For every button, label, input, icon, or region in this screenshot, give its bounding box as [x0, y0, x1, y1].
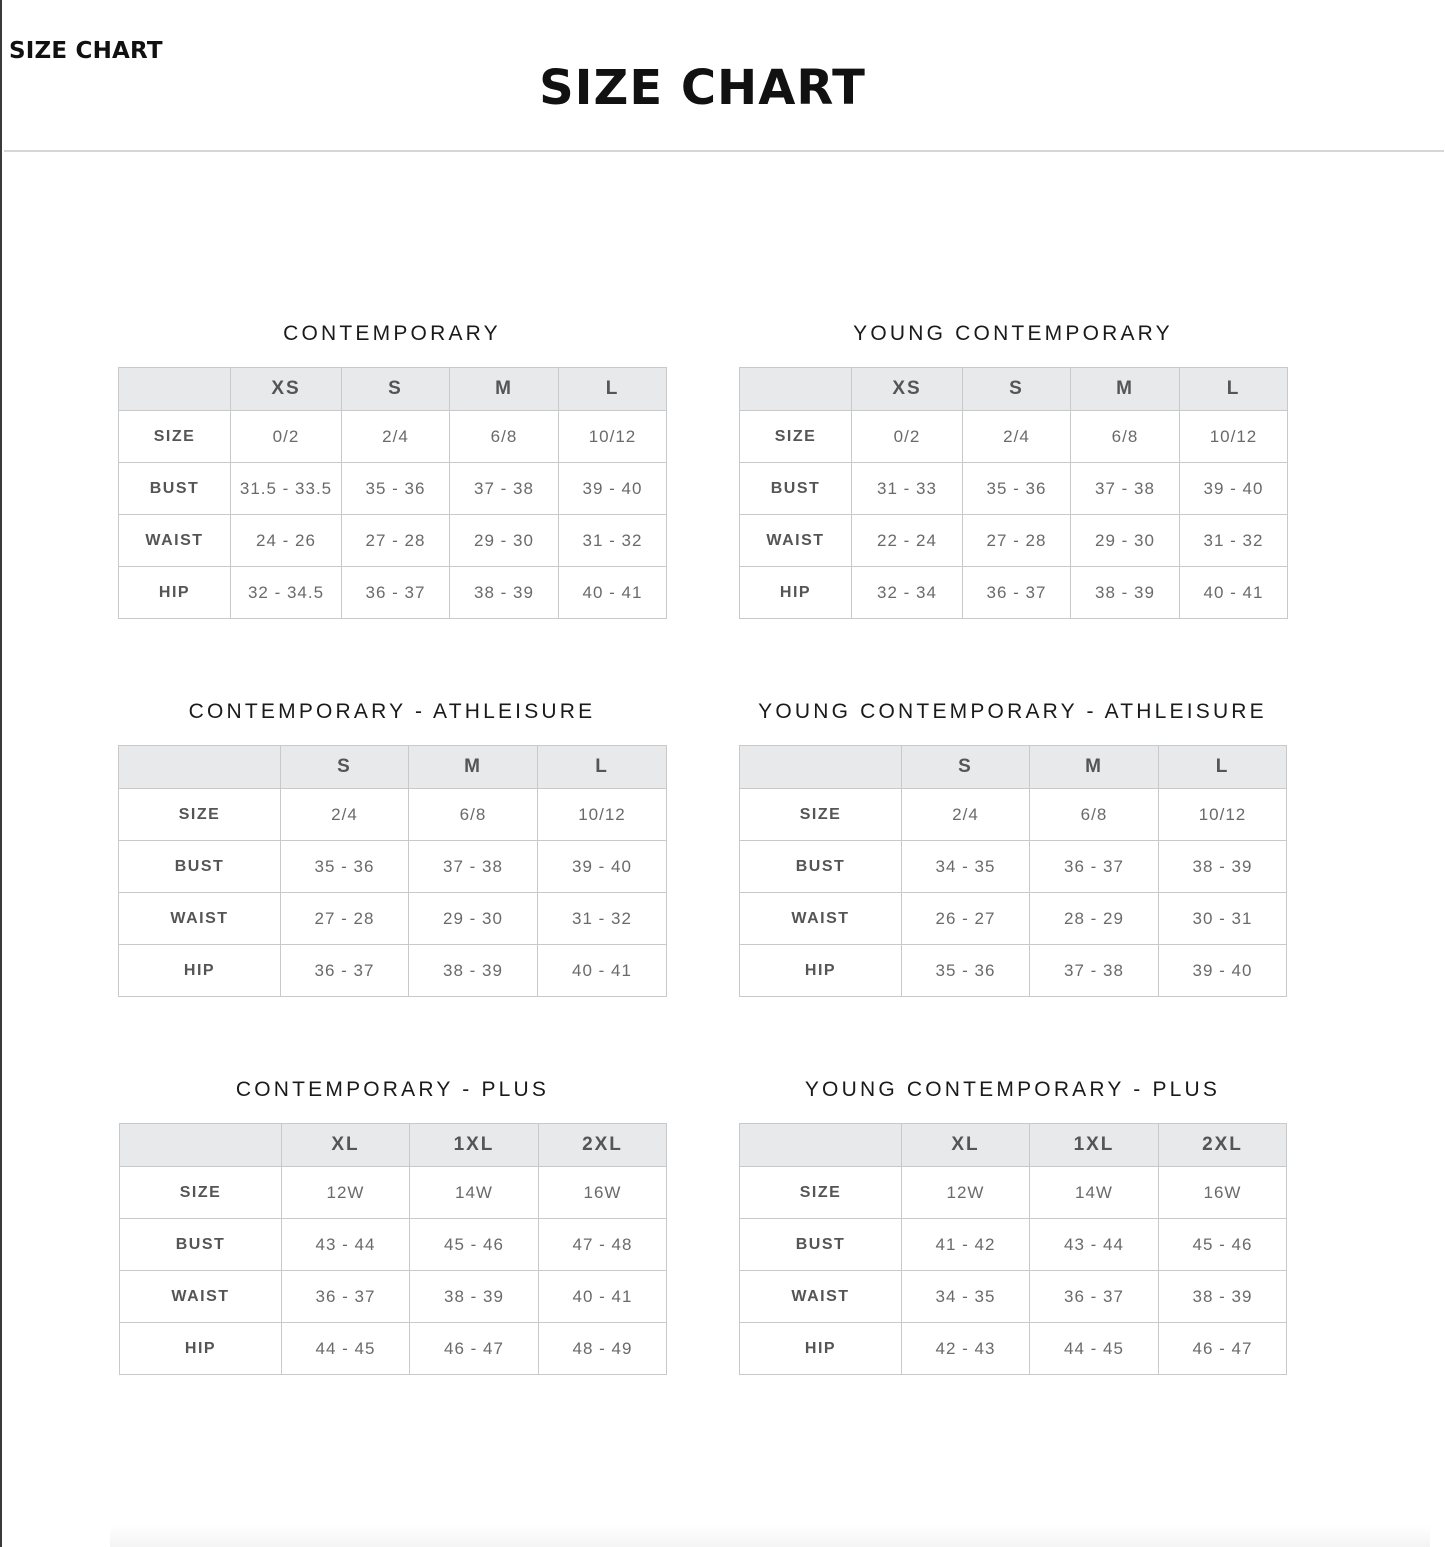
table-header-row — [120, 1124, 667, 1167]
table-cell: 35 - 36 — [902, 945, 1030, 997]
table-cell: 10/12 — [538, 789, 667, 841]
table-cell: 6/8 — [409, 789, 538, 841]
table-cell: 40 - 41 — [559, 567, 667, 619]
table-cell: 27 - 28 — [281, 893, 409, 945]
table-cell: 46 - 47 — [1159, 1323, 1287, 1375]
table-row-waist — [740, 893, 1287, 945]
row-label: BUST — [740, 463, 852, 515]
table-header-row — [740, 1124, 1287, 1167]
row-label: SIZE — [120, 1167, 282, 1219]
table-cell: 36 - 37 — [281, 945, 409, 997]
table-row-size — [740, 411, 1288, 463]
table-row-waist — [740, 515, 1288, 567]
header-divider — [4, 150, 1444, 152]
table-cell: 38 - 39 — [1071, 567, 1180, 619]
table-cell: 31 - 32 — [559, 515, 667, 567]
table-cell: 36 - 37 — [963, 567, 1071, 619]
table-cell: 2/4 — [281, 789, 409, 841]
table-cell: 6/8 — [1071, 411, 1180, 463]
column-header-xs: XS — [852, 368, 963, 411]
table-cell: 12W — [282, 1167, 410, 1219]
table-row-bust — [740, 463, 1288, 515]
table-header-row — [740, 368, 1288, 411]
row-label: WAIST — [740, 1271, 902, 1323]
table-cell: 22 - 24 — [852, 515, 963, 567]
table-cell: 29 - 30 — [450, 515, 559, 567]
column-header-m: M — [450, 368, 559, 411]
size-table — [739, 367, 1288, 619]
table-cell: 43 - 44 — [1030, 1219, 1159, 1271]
left-border — [0, 0, 2, 1547]
table-cell: 42 - 43 — [902, 1323, 1030, 1375]
page-title: SIZE CHART — [539, 60, 866, 116]
column-header-l: L — [1159, 746, 1287, 789]
table-cell: 2/4 — [902, 789, 1030, 841]
table-cell: 44 - 45 — [1030, 1323, 1159, 1375]
row-label: WAIST — [740, 893, 902, 945]
table-row-size — [740, 789, 1287, 841]
table-cell: 27 - 28 — [342, 515, 450, 567]
row-label: SIZE — [740, 411, 852, 463]
table-cell: 32 - 34 — [852, 567, 963, 619]
table-cell: 38 - 39 — [1159, 1271, 1287, 1323]
table-row-hip — [119, 945, 667, 997]
table-cell: 29 - 30 — [1071, 515, 1180, 567]
table-row-hip — [740, 1323, 1287, 1375]
column-header-xl: XL — [902, 1124, 1030, 1167]
row-label: HIP — [119, 945, 281, 997]
column-header-xs: XS — [231, 368, 342, 411]
table-cell: 31 - 32 — [1180, 515, 1288, 567]
table-cell: 38 - 39 — [410, 1271, 539, 1323]
column-header-l: L — [559, 368, 667, 411]
table-row-hip — [120, 1323, 667, 1375]
header-corner-cell — [740, 368, 852, 411]
table-cell: 2/4 — [963, 411, 1071, 463]
row-label: BUST — [740, 841, 902, 893]
table-row-size — [119, 411, 667, 463]
table-cell: 0/2 — [852, 411, 963, 463]
table-cell: 31 - 33 — [852, 463, 963, 515]
table-cell: 39 - 40 — [538, 841, 667, 893]
table-cell: 45 - 46 — [410, 1219, 539, 1271]
table-cell: 41 - 42 — [902, 1219, 1030, 1271]
row-label: HIP — [740, 1323, 902, 1375]
table-row-bust — [740, 841, 1287, 893]
table-cell: 40 - 41 — [539, 1271, 667, 1323]
table-cell: 44 - 45 — [282, 1323, 410, 1375]
table-cell: 36 - 37 — [282, 1271, 410, 1323]
column-header-2xl: 2XL — [539, 1124, 667, 1167]
table-cell: 46 - 47 — [410, 1323, 539, 1375]
table-cell: 40 - 41 — [538, 945, 667, 997]
table-cell: 37 - 38 — [450, 463, 559, 515]
table-cell: 14W — [1030, 1167, 1159, 1219]
table-cell: 37 - 38 — [1071, 463, 1180, 515]
table-cell: 26 - 27 — [902, 893, 1030, 945]
table-cell: 47 - 48 — [539, 1219, 667, 1271]
table-cell: 14W — [410, 1167, 539, 1219]
table-row-waist — [119, 893, 667, 945]
table-row-bust — [119, 463, 667, 515]
row-label: SIZE — [119, 789, 281, 841]
column-header-s: S — [281, 746, 409, 789]
table-cell: 29 - 30 — [409, 893, 538, 945]
table-cell: 38 - 39 — [450, 567, 559, 619]
table-cell: 36 - 37 — [1030, 1271, 1159, 1323]
size-table — [118, 745, 667, 997]
bottom-shadow — [110, 1525, 1430, 1547]
table-cell: 38 - 39 — [1159, 841, 1287, 893]
table-row-hip — [740, 945, 1287, 997]
column-header-m: M — [409, 746, 538, 789]
column-header-xl: XL — [282, 1124, 410, 1167]
column-header-m: M — [1071, 368, 1180, 411]
table-cell: 31 - 32 — [538, 893, 667, 945]
table-cell: 39 - 40 — [559, 463, 667, 515]
table-cell: 37 - 38 — [409, 841, 538, 893]
table-cell: 28 - 29 — [1030, 893, 1159, 945]
table-row-bust — [120, 1219, 667, 1271]
table-row-bust — [119, 841, 667, 893]
chart-title: YOUNG CONTEMPORARY - PLUS — [804, 1078, 1221, 1101]
table-cell: 34 - 35 — [902, 841, 1030, 893]
table-row-bust — [740, 1219, 1287, 1271]
table-header-row — [740, 746, 1287, 789]
table-cell: 10/12 — [559, 411, 667, 463]
table-cell: 39 - 40 — [1159, 945, 1287, 997]
table-row-hip — [119, 567, 667, 619]
table-cell: 34 - 35 — [902, 1271, 1030, 1323]
row-label: HIP — [740, 567, 852, 619]
table-cell: 6/8 — [450, 411, 559, 463]
column-header-l: L — [538, 746, 667, 789]
size-table — [118, 367, 667, 619]
table-cell: 39 - 40 — [1180, 463, 1288, 515]
table-cell: 10/12 — [1180, 411, 1288, 463]
table-cell: 16W — [1159, 1167, 1287, 1219]
table-cell: 35 - 36 — [281, 841, 409, 893]
table-cell: 48 - 49 — [539, 1323, 667, 1375]
column-header-2xl: 2XL — [1159, 1124, 1287, 1167]
table-cell: 37 - 38 — [1030, 945, 1159, 997]
row-label: SIZE — [119, 411, 231, 463]
table-cell: 31.5 - 33.5 — [231, 463, 342, 515]
header-corner-cell — [120, 1124, 282, 1167]
table-row-waist — [740, 1271, 1287, 1323]
column-header-1xl: 1XL — [1030, 1124, 1159, 1167]
row-label: WAIST — [120, 1271, 282, 1323]
table-cell: 38 - 39 — [409, 945, 538, 997]
row-label: WAIST — [119, 893, 281, 945]
header-corner-cell — [740, 746, 902, 789]
table-row-size — [120, 1167, 667, 1219]
column-header-s: S — [902, 746, 1030, 789]
size-table — [739, 1123, 1287, 1375]
chart-title: CONTEMPORARY — [283, 322, 501, 345]
table-row-waist — [120, 1271, 667, 1323]
table-cell: 36 - 37 — [342, 567, 450, 619]
table-cell: 12W — [902, 1167, 1030, 1219]
row-label: HIP — [119, 567, 231, 619]
row-label: HIP — [740, 945, 902, 997]
row-label: WAIST — [740, 515, 852, 567]
header-corner-cell — [119, 368, 231, 411]
table-header-row — [119, 368, 667, 411]
column-header-s: S — [963, 368, 1071, 411]
row-label: SIZE — [740, 1167, 902, 1219]
row-label: BUST — [119, 463, 231, 515]
table-cell: 45 - 46 — [1159, 1219, 1287, 1271]
column-header-l: L — [1180, 368, 1288, 411]
corner-title: SIZE CHART — [9, 38, 163, 64]
table-cell: 10/12 — [1159, 789, 1287, 841]
column-header-m: M — [1030, 746, 1159, 789]
row-label: BUST — [740, 1219, 902, 1271]
table-cell: 43 - 44 — [282, 1219, 410, 1271]
header-corner-cell — [119, 746, 281, 789]
row-label: WAIST — [119, 515, 231, 567]
table-cell: 35 - 36 — [342, 463, 450, 515]
table-row-size — [740, 1167, 1287, 1219]
table-cell: 6/8 — [1030, 789, 1159, 841]
table-row-waist — [119, 515, 667, 567]
table-cell: 35 - 36 — [963, 463, 1071, 515]
table-row-hip — [740, 567, 1288, 619]
table-cell: 40 - 41 — [1180, 567, 1288, 619]
row-label: BUST — [120, 1219, 282, 1271]
table-cell: 36 - 37 — [1030, 841, 1159, 893]
row-label: HIP — [120, 1323, 282, 1375]
table-header-row — [119, 746, 667, 789]
column-header-1xl: 1XL — [410, 1124, 539, 1167]
chart-title: YOUNG CONTEMPORARY - ATHLEISURE — [758, 700, 1267, 723]
column-header-s: S — [342, 368, 450, 411]
table-cell: 2/4 — [342, 411, 450, 463]
chart-title: YOUNG CONTEMPORARY — [853, 322, 1173, 345]
table-cell: 16W — [539, 1167, 667, 1219]
size-table — [119, 1123, 667, 1375]
row-label: SIZE — [740, 789, 902, 841]
row-label: BUST — [119, 841, 281, 893]
table-cell: 27 - 28 — [963, 515, 1071, 567]
chart-title: CONTEMPORARY - ATHLEISURE — [188, 700, 596, 723]
chart-title: CONTEMPORARY - PLUS — [235, 1078, 550, 1101]
table-cell: 32 - 34.5 — [231, 567, 342, 619]
table-row-size — [119, 789, 667, 841]
table-cell: 0/2 — [231, 411, 342, 463]
header-corner-cell — [740, 1124, 902, 1167]
table-cell: 24 - 26 — [231, 515, 342, 567]
table-cell: 30 - 31 — [1159, 893, 1287, 945]
size-table — [739, 745, 1287, 997]
